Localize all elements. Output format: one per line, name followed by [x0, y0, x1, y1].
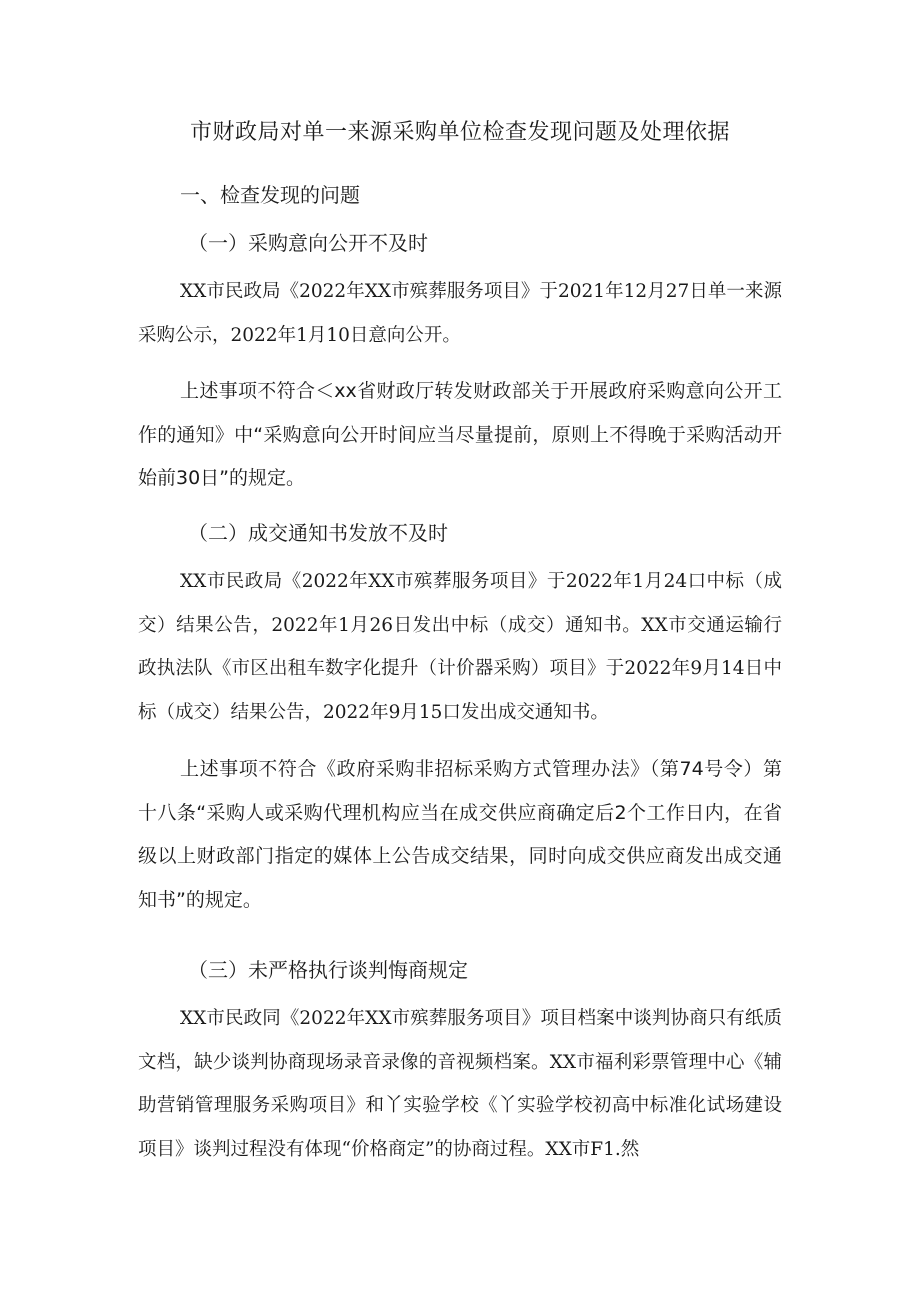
paragraph-notice-case: XX市民政局《2022年XX市殡葬服务项目》于2022年1月24口中标（成交）结果公告，2022年1月26日发出中标（成交）通知书。XX市交通运输行政执法队《市区出租车数字化提升（计价器采购）项目》于2022年9月14日中标（成交）结果公告，2022年9月15口发出成交通知书。: [138, 571, 782, 723]
document-title: 市财政局对单一来源采购单位检查发现问题及处理依据: [189, 120, 730, 145]
paragraph-notice-rule: 上述事项不符合《政府采购非招标采购方式管理办法》（第74号令）第十八条“采购人或采购代理机构应当在成交供应商确定后2个工作日内，在省级以上财政部门指定的媒体上公告成交结果，同时向成交供应商发出成交通知书”的规定。: [138, 758, 782, 911]
paragraph-intent-rule: 上述事项不符合＜xx省财政厅转发财政部关于开展政府采购意向公开工作的通知》中“采购意向公开时间应当尽量提前，原则上不得晚于采购活动开始前30日”的规定。: [138, 380, 782, 489]
paragraph-intent-case: XX市民政局《2022年XX市殡葬服务项目》于2021年12月27日单一来源采购公示，2022年1月10日意向公开。: [138, 281, 782, 346]
paragraph-negotiation-case: XX市民政同《2022年XX市殡葬服务项目》项目档案中谈判协商只有纸质文档，缺少谈判协商现场录音录像的音视频档案。XX市福利彩票管理中心《辅助营销管理服务采购项目》和丫实验学校《丫实验学校初高中标准化试场建设项目》谈判过程没有体现“价格商定”的协商过程。XX市F1.然: [138, 1008, 782, 1160]
subheading-negotiation: （三）未严格执行谈判悔商规定: [188, 958, 468, 982]
subheading-notice-delay: （二）成交通知书发放不及时: [188, 521, 448, 545]
subheading-intent-disclosure: （一）采购意向公开不及时: [188, 231, 428, 255]
section-heading-problems: 一、检查发现的问题: [180, 183, 360, 207]
